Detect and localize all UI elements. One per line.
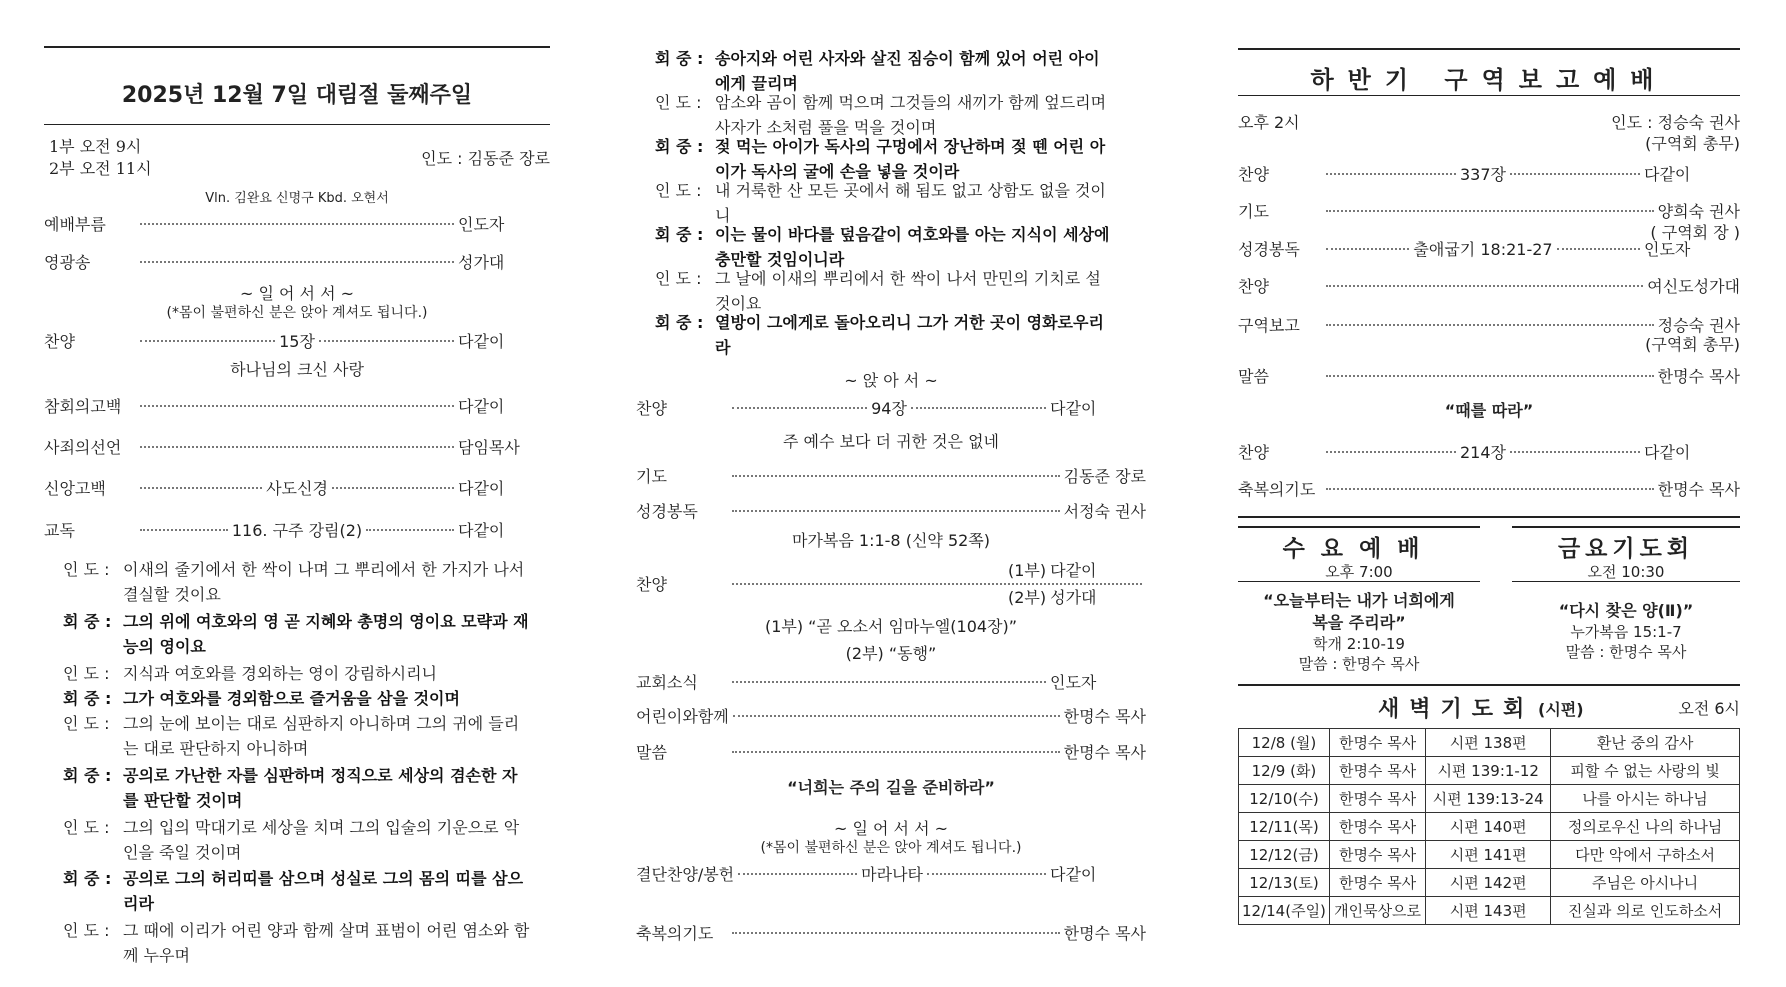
sit-title: ~ 앉 아 서 ~ (844, 371, 938, 390)
dawn-date-cell: 12/13(토) (1239, 869, 1330, 897)
district-prayer-role: ( 구역회 장 ) (1650, 223, 1740, 242)
dawn-leader-cell: 한명수 목사 (1329, 729, 1425, 757)
wednesday-title: 수요예배 (1282, 536, 1436, 562)
dawn-leader-cell: 한명수 목사 (1329, 785, 1425, 813)
district-prayer: 기도 양희숙 권사 (1238, 202, 1740, 221)
district-sermon-title: “때를 따라” (1444, 401, 1534, 420)
dawn-date-cell: 12/14(주일) (1239, 897, 1330, 925)
district-sermon: 말씀 한명수 목사 (1238, 367, 1740, 386)
hymn-title: 하나님의 크신 사랑 (230, 360, 364, 379)
reading-line: 인 도 : 그 때에 이리가 어린 양과 함께 살며 표범이 어린 염소와 함께 누우며 (63, 921, 530, 965)
dawn-prayer-time: 오전 6시 (1678, 699, 1740, 718)
district-service-title: 하반기 구역보고예배 (1310, 66, 1668, 94)
wednesday-sermon-title: “오늘부터는 내가 너희에게 복을 주리라” (1263, 591, 1455, 632)
order-anthem: 찬양 (636, 572, 1146, 594)
stand-title: ~ 일 어 서 서 ~ (239, 284, 355, 303)
order-hymn: 찬양 94장 다같이 (636, 399, 1097, 418)
section-rule (1238, 684, 1740, 686)
district-hymn: 찬양 337장 다같이 (1238, 165, 1691, 184)
order-gloria: 영광송 성가대 (44, 253, 505, 272)
reading-line: 인 도 : 그의 눈에 보이는 대로 심판하지 아니하며 그의 귀에 들리는 대로 판단하지 아니하며 (63, 714, 520, 758)
dawn-topic-cell: 주님은 아시나니 (1551, 869, 1740, 897)
order-responsive-reading: 교독 116. 구주 강림(2) 다같이 (44, 521, 505, 540)
dawn-passage-cell: 시편 139:1-12 (1426, 757, 1551, 785)
dawn-passage-cell: 시편 138편 (1426, 729, 1551, 757)
dawn-topic-cell: 나를 아시는 하나님 (1551, 785, 1740, 813)
dawn-passage-cell: 시편 143편 (1426, 897, 1551, 925)
dawn-prayer-header (1238, 692, 1740, 722)
dawn-topic-cell: 진실과 의로 인도하소서 (1551, 897, 1740, 925)
order-children: 어린이와함께 한명수 목사 (636, 707, 1146, 726)
section-rule (1238, 516, 1740, 518)
main-title: 2025년 12월 7일 대림절 둘째주일 (121, 83, 473, 108)
district-leader-role: (구역회 총무) (1645, 134, 1740, 153)
district-report: 구역보고 정승숙 권사 (1238, 316, 1740, 335)
dawn-date-cell: 12/11(목) (1239, 813, 1330, 841)
order-offering: 결단찬양/봉헌 마라나타 다같이 (636, 865, 1097, 884)
anthem-title-1: (1부) “곧 오소서 임마누엘(104장)” (764, 617, 1018, 636)
reading-line: 회 중 : 젖 먹는 아이가 독사의 구멍에서 장난하며 젖 뗀 어린 아이가 독사의 굴에 손을 넣을 것이라 (655, 137, 1106, 181)
district-scripture: 성경봉독 출애굽기 18:21-27 인도자 (1238, 240, 1691, 259)
friday-title: 금요기도회 (1557, 536, 1695, 562)
reading-line: 회 중 : 송아지와 어린 사자와 살진 짐승이 함께 있어 어린 아이에게 끌리며 (655, 49, 1100, 93)
reading-line: 인 도 : 지식과 여호와를 경외하는 영이 강림하시리니 (63, 664, 438, 683)
dawn-topic-cell: 환난 중의 감사 (1551, 729, 1740, 757)
district-hymn-3: 찬양 214장 다같이 (1238, 443, 1691, 462)
dawn-leader-cell: 한명수 목사 (1329, 841, 1425, 869)
order-hymn: 찬양 15장 다같이 (44, 332, 505, 351)
district-benediction: 축복의기도 한명수 목사 (1238, 480, 1740, 499)
friday-sermon-title: “다시 찾은 양(Ⅱ)” (1558, 601, 1694, 620)
dawn-leader-cell: 한명수 목사 (1329, 757, 1425, 785)
dawn-prayer-subtitle: (시편) (1538, 700, 1584, 719)
dawn-leader-cell: 개인묵상으로 (1329, 897, 1425, 925)
musicians: Vln. 김완요 신명구 Kbd. 오현서 (205, 191, 389, 206)
reading-line: 인 도 : 그 날에 이새의 뿌리에서 한 싹이 나서 만민의 기치로 설 것이요 (655, 269, 1101, 313)
dawn-date-cell: 12/9 (화) (1239, 757, 1330, 785)
district-hymn-2: 찬양 여신도성가대 (1238, 277, 1740, 296)
service-second-time: 2부 오전 11시 (49, 159, 152, 178)
order-sermon: 말씀 한명수 목사 (636, 743, 1146, 762)
wednesday-service (1238, 526, 1480, 674)
stand-title: ~ 일 어 서 서 ~ (833, 819, 949, 838)
dawn-topic-cell: 다만 악에서 구하소서 (1551, 841, 1740, 869)
district-report-role: (구역회 총무) (1645, 335, 1740, 354)
top-rule (44, 46, 550, 48)
friday-preacher: 말씀 : 한명수 목사 (1565, 643, 1687, 661)
reading-line: 회 중 : 공의로 그의 허리띠를 삼으며 성실로 그의 몸의 띠를 삼으리라 (63, 869, 524, 913)
dawn-passage-cell: 시편 141편 (1426, 841, 1551, 869)
stand-note: (*몸이 불편하신 분은 앉아 계셔도 됩니다.) (760, 840, 1022, 856)
anthem-part2: (2부) 성가대 (1008, 588, 1097, 607)
dawn-prayer-table (1238, 728, 1740, 925)
reading-line: 인 도 : 암소와 곰이 함께 먹으며 그것들의 새끼가 함께 엎드리며 사자가 소처럼 풀을 먹을 것이며 (655, 93, 1107, 137)
dawn-prayer-row (1239, 729, 1740, 757)
order-declaration: 사죄의선언 담임목사 (44, 438, 520, 457)
dawn-date-cell: 12/8 (월) (1239, 729, 1330, 757)
dawn-topic-cell: 피할 수 없는 사랑의 빛 (1551, 757, 1740, 785)
dawn-prayer-row (1239, 869, 1740, 897)
service-first-time: 1부 오전 9시 (49, 137, 142, 156)
scripture-reference: 마가복음 1:1-8 (신약 52쪽) (792, 531, 990, 550)
dawn-prayer-title: 새벽기도회 (1378, 697, 1535, 722)
dawn-passage-cell: 시편 139:13-24 (1426, 785, 1551, 813)
order-benediction: 축복의기도 한명수 목사 (636, 924, 1146, 943)
hymn-title: 주 예수 보다 더 귀한 것은 없네 (783, 432, 999, 451)
dawn-passage-cell: 시편 140편 (1426, 813, 1551, 841)
reading-line: 회 중 : 이는 물이 바다를 덮음같이 여호와를 아는 지식이 세상에 충만할 것임이니라 (655, 225, 1110, 269)
dawn-prayer-row (1239, 841, 1740, 869)
reading-line: 회 중 : 그가 여호와를 경외함으로 즐거움을 삼을 것이며 (63, 689, 460, 708)
reading-line: 회 중 : 그의 위에 여호와의 영 곧 지혜와 총명의 영이요 모략과 재능의 영이요 (63, 612, 529, 656)
reading-line: 회 중 : 열방이 그에게로 돌아오리니 그가 거한 곳이 영화로우리라 (655, 313, 1104, 357)
dawn-date-cell: 12/10(수) (1239, 785, 1330, 813)
order-confession: 참회의고백 다같이 (44, 397, 505, 416)
order-prayer: 기도 김동준 장로 (636, 467, 1146, 486)
order-church-news: 교회소식 인도자 (636, 673, 1097, 692)
dawn-prayer-row (1239, 757, 1740, 785)
reading-line: 인 도 : 내 거룩한 산 모든 곳에서 해 됨도 없고 상함도 없을 것이니 (655, 181, 1106, 225)
dawn-prayer-row (1239, 897, 1740, 925)
wednesday-reference: 학개 2:10-19 (1313, 635, 1405, 653)
stand-note: (*몸이 불편하신 분은 앉아 계셔도 됩니다.) (166, 305, 428, 321)
dawn-topic-cell: 정의로우신 나의 하나님 (1551, 813, 1740, 841)
dawn-passage-cell: 시편 142편 (1426, 869, 1551, 897)
reading-line: 인 도 : 이새의 줄기에서 한 싹이 나며 그 뿌리에서 한 가지가 나서 결실할 것이요 (63, 560, 525, 604)
wednesday-time: 오후 7:00 (1238, 563, 1480, 582)
dawn-leader-cell: 한명수 목사 (1329, 813, 1425, 841)
friday-time: 오전 10:30 (1512, 563, 1740, 582)
title-underline (44, 124, 550, 125)
district-time: 오후 2시 (1238, 113, 1300, 132)
reading-line: 인 도 : 그의 입의 막대기로 세상을 치며 그의 입술의 기운으로 악인을 죽일 것이며 (63, 818, 520, 862)
sermon-title: “너희는 주의 길을 준비하라” (787, 778, 995, 797)
reading-line: 회 중 : 공의로 가난한 자를 심판하며 정직으로 세상의 겸손한 자를 판단할 것이며 (63, 766, 518, 810)
service-leader: 인도 : 김동준 장로 (421, 149, 550, 168)
dawn-date-cell: 12/12(금) (1239, 841, 1330, 869)
dawn-prayer-row (1239, 785, 1740, 813)
dawn-leader-cell: 한명수 목사 (1329, 869, 1425, 897)
order-scripture: 성경봉독 서정숙 권사 (636, 502, 1146, 521)
top-rule (1238, 48, 1740, 50)
wednesday-preacher: 말씀 : 한명수 목사 (1298, 655, 1420, 673)
anthem-part1: (1부) 다같이 (1008, 561, 1097, 580)
friday-service (1512, 526, 1740, 662)
friday-reference: 누가복음 15:1-7 (1570, 623, 1682, 641)
order-creed: 신앙고백 사도신경 다같이 (44, 479, 505, 498)
dawn-prayer-row (1239, 813, 1740, 841)
anthem-title-2: (2부) “동행” (845, 644, 937, 663)
order-call-to-worship: 예배부름 인도자 (44, 215, 505, 234)
district-leader: 인도 : 정승숙 권사 (1611, 113, 1740, 132)
title-underline (1238, 95, 1740, 96)
